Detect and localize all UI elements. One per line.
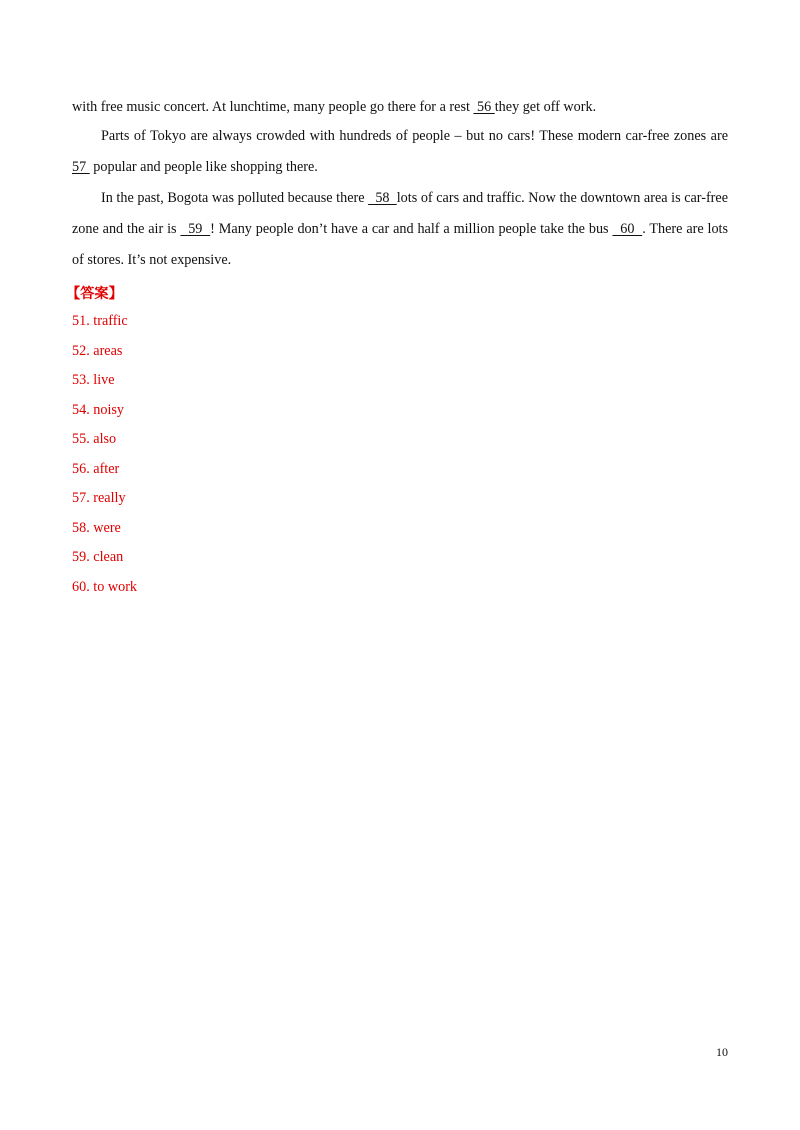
page-number: 10 [716,1045,728,1059]
passage-text: In the past, Bogota was polluted because there [101,190,369,206]
passage-text: . There are lots of stores. It’s not expensive. [72,221,729,268]
blank-59: 59 [180,221,211,237]
answer-item-58: 58. were [72,519,121,536]
answer-item-57: 57. really [72,490,126,506]
passage-text: lots of cars and traffic. Now the downtown area is car-free zone and the air is [72,190,728,237]
answer-item-59: 59. clean [72,549,124,565]
blank-57: 57 [72,159,90,175]
answer-item-56: 56. after [72,460,120,477]
passage-text: they get off work. [494,99,597,115]
answer-heading: 【答案】 [66,286,123,302]
passage-text: ! Many people don’t have a car and half a million people take the bus [210,221,613,237]
answer-item-60: 60. to work [72,578,138,595]
answer-item-53: 53. live [72,372,115,388]
answer-item-54: 54. noisy [72,401,125,418]
answer-item-51: 51. traffic [72,313,128,329]
passage-paragraph-2 [72,121,728,183]
passage-paragraph-3 [72,183,728,276]
passage-text: with free music concert. At lunchtime, many people go there for a rest [72,99,474,115]
passage-text: popular and people like shopping there. [89,159,318,175]
answer-item-55: 55. also [72,431,117,447]
answer-item-52: 52. areas [72,342,123,359]
blank-56: 56 [473,99,495,115]
passage-text: Parts of Tokyo are always crowded with hundreds of people – but no cars! These modern car-free zones are [101,128,728,144]
passage-paragraph-1 [72,92,728,123]
answer-list [72,309,137,604]
blank-60: 60 [612,221,643,237]
blank-58: 58 [368,190,397,206]
